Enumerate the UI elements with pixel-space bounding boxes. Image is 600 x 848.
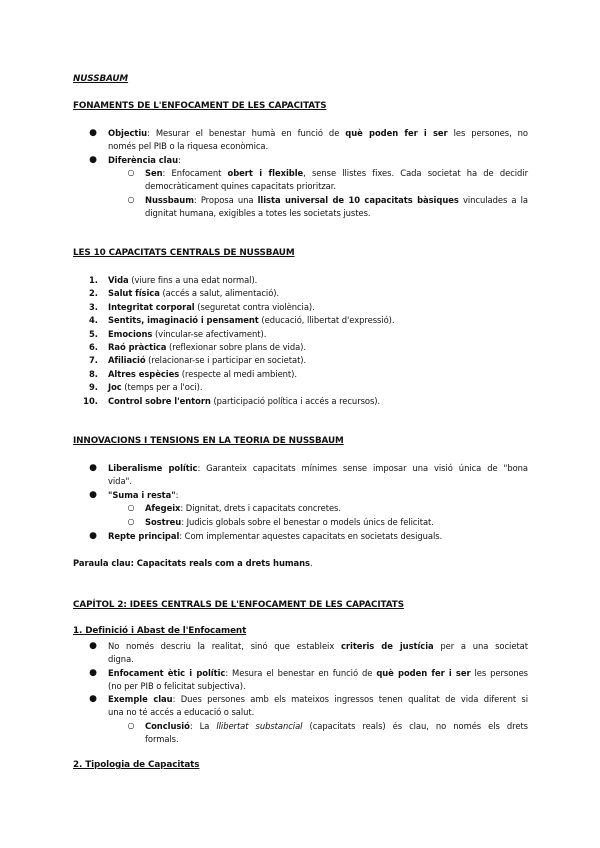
diferencia-clau-label: Diferència clau: [108, 155, 181, 165]
list-number: 1. [88, 275, 98, 285]
liberalisme-line: Liberalisme polític: Garanteix capacitats mínimes sense imposar una visió única de "bona [108, 463, 528, 473]
objectiu-line-2: només pel PIB o la riquesa econòmica. [108, 141, 269, 151]
enfocament-line-2: (no per PIB o felicitat subjectiva). [108, 681, 246, 691]
list-number: 8. [88, 369, 98, 379]
descriu-line: No només descriu la realitat, sinó que estableix criteris de justícia per a una societat [108, 641, 528, 651]
section-heading-fonaments: FONAMENTS DE L'ENFOCAMENT DE LES CAPACITATS [73, 101, 327, 111]
enfocament-line: Enfocament ètic i polític: Mesura el benestar en funció de què poden fer i ser les persones [108, 668, 528, 678]
bullet-icon: ● [89, 128, 97, 138]
sen-line-2: democràticament quines capacitats prioritzar. [145, 181, 336, 191]
sub-bullet-icon: ○ [127, 721, 135, 730]
paraula-clau-line: Paraula clau: Capacitats reals com a drets humans. [73, 558, 313, 568]
bullet-icon: ● [89, 694, 97, 704]
repte-line: Repte principal: Com implementar aquestes capacitats en societats desiguals. [108, 531, 443, 541]
bullet-icon: ● [89, 155, 97, 165]
list-number: 6. [88, 342, 98, 352]
bullet-icon: ● [89, 641, 97, 651]
list-item: Integritat corporal (seguretat contra violència). [108, 302, 315, 312]
sostreu-line: Sostreu: Judicis globals sobre el benestar o models únics de felicitat. [145, 517, 434, 527]
list-number: 9. [88, 382, 98, 392]
list-number: 5. [88, 329, 98, 339]
exemple-line: Exemple clau: Dues persones amb els mateixos ingressos tenen qualitat de vida diferent si [108, 694, 528, 704]
subsection-heading-tipologia: 2. Tipologia de Capacitats [73, 760, 200, 770]
list-item: Salut física (accés a salut, alimentació). [108, 288, 280, 298]
descriu-line-2: digna. [108, 654, 134, 664]
sub-bullet-icon: ○ [127, 517, 135, 526]
suma-resta-label: "Suma i resta": [108, 490, 179, 500]
sub-bullet-icon: ○ [127, 503, 135, 512]
exemple-line-2: una no té accés a educació o salut. [108, 707, 255, 717]
list-item: Vida (viure fins a una edat normal). [108, 275, 258, 285]
subsection-heading-definicio: 1. Definició i Abast de l'Enfocament [73, 626, 247, 636]
list-number: 3. [88, 302, 98, 312]
list-number: 2. [88, 288, 98, 298]
list-number: 7. [88, 355, 98, 365]
document-title: NUSSBAUM [73, 74, 129, 84]
list-item: Altres espècies (respecte al medi ambient). [108, 369, 297, 379]
list-item: Afiliació (relacionar-se i participar en societat). [108, 355, 307, 365]
sen-line: Sen: Enfocament obert i flexible, sense llistes fixes. Cada societat ha de decidir [145, 168, 528, 178]
section-heading-innovacions: INNOVACIONS I TENSIONS EN LA TEORIA DE NUSSBAUM [73, 436, 344, 446]
conclusio-line: Conclusió: La llibertat substancial (capacitats reals) és clau, no només els drets [145, 721, 528, 731]
list-number: 10. [83, 396, 98, 406]
chapter-heading: CAPÍTOL 2: IDEES CENTRALS DE L'ENFOCAMENT DE LES CAPACITATS [73, 600, 404, 610]
conclusio-line-2: formals. [145, 734, 179, 744]
list-number: 4. [88, 315, 98, 325]
afegeix-line: Afegeix: Dignitat, drets i capacitats concretes. [145, 503, 341, 513]
list-item: Sentits, imaginació i pensament (educació, llibertat d'expressió). [108, 315, 395, 325]
nussbaum-line: Nussbaum: Proposa una llista universal de 10 capacitats bàsiques vinculades a la [145, 195, 529, 205]
liberalisme-line-2: vida". [108, 476, 132, 486]
bullet-icon: ● [89, 490, 97, 500]
list-item: Raó pràctica (reflexionar sobre plans de vida). [108, 342, 307, 352]
objectiu-line: Objectiu: Mesurar el benestar humà en funció de què poden fer i ser les persones, no [108, 128, 529, 138]
list-item: Joc (temps per a l'oci). [108, 382, 203, 392]
nussbaum-line-2: dignitat humana, exigibles a totes les societats justes. [145, 208, 371, 218]
bullet-icon: ● [89, 463, 97, 473]
sub-bullet-icon: ○ [127, 168, 135, 177]
list-item: Emocions (vincular-se afectivament). [108, 329, 267, 339]
bullet-icon: ● [89, 531, 97, 541]
bullet-icon: ● [89, 668, 97, 678]
sub-bullet-icon: ○ [127, 195, 135, 204]
list-item: Control sobre l'entorn (participació política i accés a recursos). [108, 396, 381, 406]
section-heading-10-capacitats: LES 10 CAPACITATS CENTRALS DE NUSSBAUM [73, 248, 295, 258]
